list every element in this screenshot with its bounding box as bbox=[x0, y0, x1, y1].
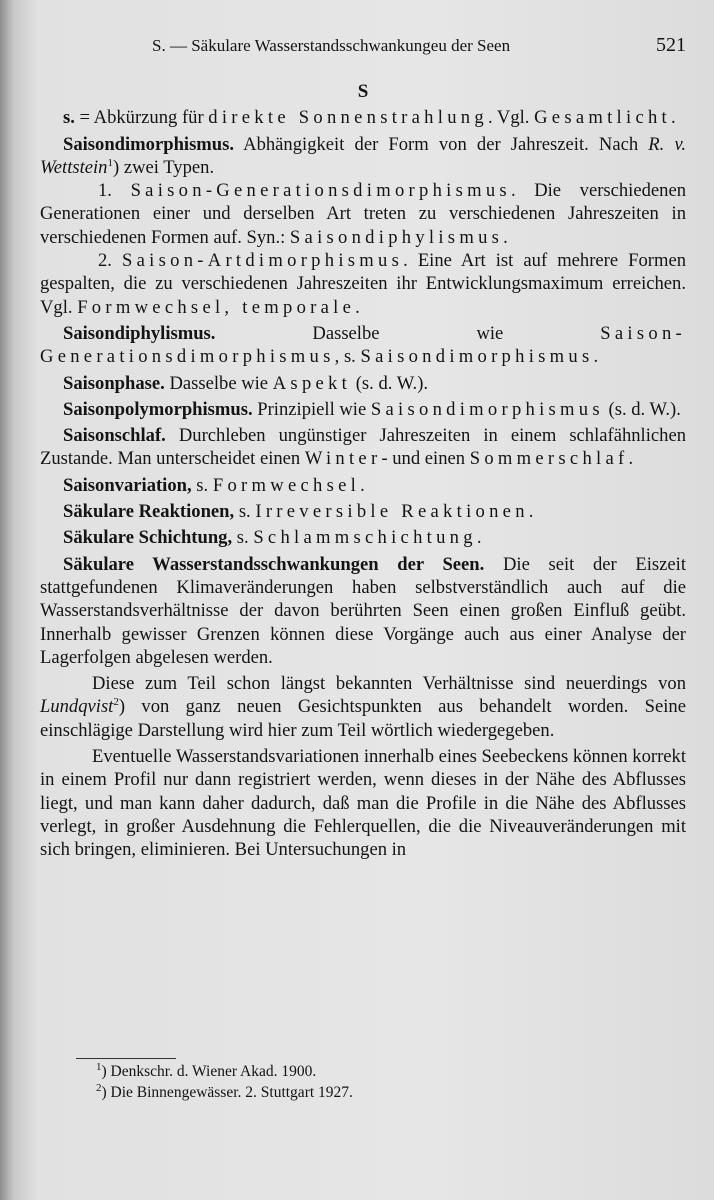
cross-reference: Sommerschlaf bbox=[469, 448, 629, 470]
entry-wasserstandsschwankungen bbox=[40, 553, 686, 669]
entry-text: Abhängigkeit der Form von der Jahreszeit. Nach bbox=[234, 133, 649, 155]
entry-text: ) zwei Typen. bbox=[112, 156, 215, 178]
entry-text: . Die verschiedenen Generationen einer und derselben Art treten zu verschiedenen Jahreszeiten in verschiedenen Formen auf. Syn.: bbox=[40, 180, 686, 248]
entry-term: Saisonschlaf. bbox=[63, 425, 166, 447]
entry-text: . bbox=[503, 226, 508, 248]
entry-text: Durchleben ungünstiger Jahreszeiten in einem schlafähnlichen Zustande. Man unterscheidet einen bbox=[40, 425, 686, 470]
footnote-mark: 2 bbox=[113, 696, 119, 709]
footnotes bbox=[96, 1061, 353, 1103]
cross-reference: Saison-Artdimorphismus bbox=[122, 250, 404, 272]
entry-saekulare-schichtung bbox=[40, 526, 686, 549]
entry-saisonpolymorphismus bbox=[40, 398, 686, 421]
entry-text: s. bbox=[191, 474, 213, 496]
main-text bbox=[40, 80, 686, 862]
entry-text: Dasselbe wie bbox=[164, 372, 273, 394]
cross-reference: Saisondimorphismus bbox=[360, 346, 594, 368]
cross-reference: direkte Sonnenstrahlung bbox=[208, 107, 488, 129]
entry-saisonschlaf bbox=[40, 424, 686, 471]
entry-text: (s. d. W.). bbox=[603, 398, 681, 420]
entry-term: s. bbox=[63, 107, 75, 129]
entry-saisondimorphismus bbox=[40, 133, 686, 180]
entry-text: . Eine Art ist auf mehrere Formen gespalten, die zu verschiedenen Jahreszeiten ihr Entwicklungsmaximum erreichen. Vgl. bbox=[40, 250, 686, 318]
entry-text: . Vgl. bbox=[487, 107, 535, 129]
entry-text: . bbox=[360, 474, 365, 496]
numbered-item-1 bbox=[40, 179, 686, 249]
entry-text: . bbox=[593, 346, 599, 368]
entry-text: (s. d. W.). bbox=[351, 372, 429, 394]
entry-text: . bbox=[671, 107, 676, 129]
entry-text: . bbox=[628, 448, 634, 470]
footnote-text: ) Die Binnengewässer. 2. Stuttgart 1927. bbox=[101, 1084, 353, 1101]
cross-reference: Saisondiphylismus bbox=[289, 226, 504, 248]
paragraph bbox=[40, 745, 686, 861]
footnote-rule bbox=[76, 1058, 176, 1059]
entry-text: Diese zum Teil schon längst bekannten Verhältnisse sind neuerdings von bbox=[92, 673, 686, 695]
cross-reference: Gesamtlicht bbox=[534, 107, 671, 129]
entry-text: s. bbox=[232, 527, 254, 549]
author-name: R. v. Wettstein bbox=[40, 133, 686, 178]
entry-text: Prinzipiell wie bbox=[252, 398, 371, 420]
entry-text: 1. bbox=[98, 180, 131, 202]
cross-reference: Saison-Generationsdimorphismus bbox=[130, 180, 511, 202]
entry-term: Saisonphase. bbox=[63, 372, 165, 394]
entry-text: s. bbox=[234, 501, 256, 523]
entry-text: 2. bbox=[98, 250, 123, 272]
entry-text: . bbox=[528, 501, 534, 523]
cross-reference: Irreversible Reaktionen bbox=[255, 501, 529, 523]
entry-text: Eventuelle Wasserstandsvariationen innerhalb eines Seebeckens können korrekt in einem Profil nur dann registriert werden, wenn dieses in der Nähe des Abflusses liegt, und man kann daher dadurch, daß man die Profile in die Nähe des Abflusses verlegt, in großer Ausdehnung die Fehlerquellen, die die Niveauveränderungen mit sich bringen, eliminieren. Bei Untersuchungen in bbox=[40, 746, 686, 861]
entry-text: , s. bbox=[334, 346, 361, 368]
footnote-mark: 1 bbox=[107, 156, 113, 169]
entry-text: . bbox=[355, 296, 360, 318]
footnote-number: 1 bbox=[96, 1060, 102, 1073]
entry-text: Die seit der Eiszeit stattgefundenen Klimaveränderungen haben selbstverständlich auch auf die Wasserstandsverhältnisse der davon berührten Seen einen großen Einfluß geübt. Innerhalb gewisser Grenzen können diese Vorgänge auch aus einer Analyse der Lagerfolgen abgelesen werden. bbox=[40, 553, 687, 668]
entry-term: Säkulare Reaktionen, bbox=[63, 501, 235, 523]
entry-saisonvariation bbox=[40, 474, 686, 497]
entry-saisondiphylismus bbox=[40, 322, 686, 369]
footnote-number: 2 bbox=[96, 1081, 102, 1094]
entry-text: - und einen bbox=[381, 448, 470, 470]
cross-reference: Saisondimorphismus bbox=[370, 398, 604, 420]
running-title: S. — Säkulare Wasserstandsschwankungeu der Seen bbox=[152, 36, 511, 55]
entry-term: Saisonpolymorphismus. bbox=[63, 398, 253, 420]
entry-text: . bbox=[476, 527, 482, 549]
entry-saisonphase bbox=[40, 372, 686, 395]
cross-reference: Winter bbox=[304, 448, 382, 470]
author-name: Lundqvist bbox=[40, 696, 114, 718]
entry-s bbox=[40, 106, 686, 129]
cross-reference: Aspekt bbox=[272, 372, 352, 394]
entry-text: ) von ganz neuen Gesichtspunkten aus behandelt worden. Seine einschlägige Darstellung wird hier zum Teil wörtlich wiedergegeben. bbox=[40, 696, 686, 741]
footnote bbox=[96, 1082, 353, 1103]
cross-reference: Saison-Generationsdimorphismus bbox=[40, 322, 686, 368]
cross-reference: Schlammschichtung bbox=[253, 527, 477, 549]
entry-term: Saisonvariation, bbox=[63, 474, 192, 496]
entry-term: Saisondimorphismus. bbox=[63, 133, 235, 155]
cross-reference: Formwechsel bbox=[212, 474, 361, 496]
paragraph bbox=[40, 672, 686, 742]
entry-text: Dasselbe wie bbox=[215, 322, 601, 344]
entry-text: = Abkürzung für bbox=[74, 107, 209, 129]
page-number: 521 bbox=[656, 34, 686, 56]
page-header bbox=[40, 34, 686, 58]
numbered-item-2 bbox=[40, 249, 686, 319]
footnote bbox=[96, 1061, 353, 1082]
entry-term: Säkulare Wasserstandsschwankungen der Seen. bbox=[63, 553, 485, 575]
section-letter: S bbox=[357, 81, 369, 102]
cross-reference: Formwechsel, temporale bbox=[77, 296, 356, 318]
entry-term: Säkulare Schichtung, bbox=[63, 527, 233, 549]
entry-term: Saisondiphylismus. bbox=[63, 322, 216, 344]
footnote-text: ) Denkschr. d. Wiener Akad. 1900. bbox=[101, 1063, 317, 1080]
entry-saekulare-reaktionen bbox=[40, 500, 686, 523]
